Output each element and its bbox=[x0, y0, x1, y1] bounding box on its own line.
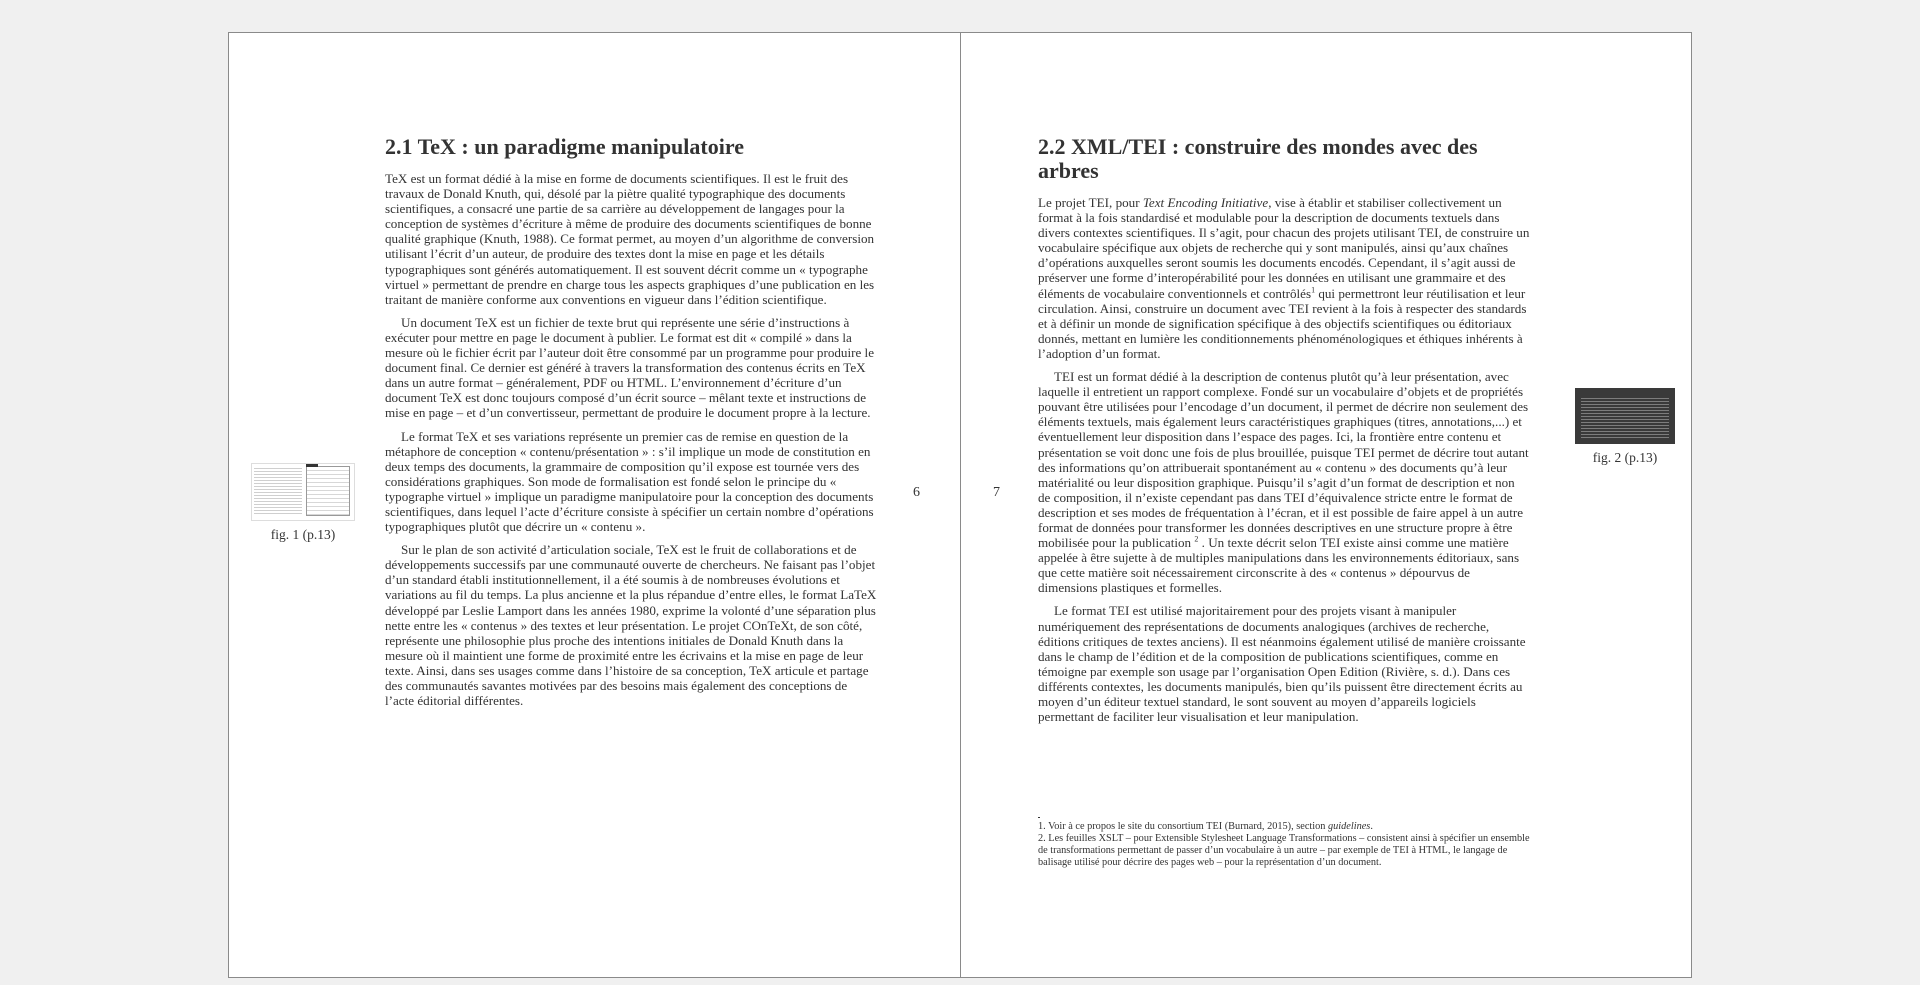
footnote-1: 1. Voir à ce propos le site du consortium TEI (Burnard, 2015), section guidelines. bbox=[1038, 821, 1373, 832]
footnote-ref-1[interactable]: 1 bbox=[1311, 285, 1316, 295]
figure-1-caption: fig. 1 (p.13) bbox=[270, 527, 336, 542]
paragraph: Le projet TEI, pour Text Encoding Initiative, vise à établir et stabiliser collectivement un format à la fois standardisé et modulable pour la description de documents textuels dans divers contextes scientifiques. Il s’agit, pour chacun des projets utilisant TEI, de construire un vocabulaire spécifique aux objets de recherche qui y sont manipulés, ainsi qu’aux chaînes d’opérations auxquelles seront soumis les documents encodés. Cependant, il s’agit aussi de préserver une forme d’interopérabilité pour les données en utilisant une grammaire et des éléments de vocabulaire conventionnels et contrôlés$^1$ qui permettront leur réutilisation et leur circulation. Ainsi, construire un document avec TEI revient à la fois à respecter des standards et à définir un monde de signification spécifique à des objectifs scientifiques ou éditoriaux donnés, mettant en lumière les conditionnements phénoménologiques et éthiques inhérents à l’adoption d’un format. bbox=[1038, 195, 1530, 361]
paragraph: Le format TeX et ses variations représente un premier cas de remise en question de la métaphore de conception « contenu/présentation » : s’il implique un mode de constitution en deux temps des documents, la grammaire de composition qu’il expose est tournée vers des considérations graphiques. Son mode de formalisation est fondé selon le principe du « typographe virtuel » implique un paradigme manipulatoire pour la conception des documents scientifiques, dans lequel l’acte d’écriture consiste à spécifier un certain nombre d’opérations typographiques plutôt que décrire un « contenu ». bbox=[385, 428, 874, 535]
figure-2-caption: fig. 2 (p.13) bbox=[1592, 450, 1658, 465]
left-text-column bbox=[385, 135, 877, 716]
page-number-left: 6 bbox=[913, 485, 920, 500]
footnote-rule bbox=[1038, 817, 1040, 818]
footnote-2: 2. Les feuilles XSLT – pour Extensible Stylesheet Language Transformations – consistent ainsi à spécifier un ensemble de transformations permettant de passer d’un vocabulaire à un autre – par exemple de TEI à HTML, le langage de balisage utilisé pour décrire des pages web – pour la représentation d’un document. bbox=[1038, 833, 1530, 868]
right-page bbox=[961, 33, 1691, 977]
left-page bbox=[229, 33, 960, 977]
section-heading-xml-tei: 2.2 XML/TEI : construire des mondes avec des arbres bbox=[1038, 134, 1478, 183]
figure-2-thumbnail[interactable] bbox=[1575, 388, 1675, 444]
footnote-ref-2[interactable]: 2 bbox=[1194, 534, 1199, 544]
figure-1-thumbnail[interactable] bbox=[251, 463, 355, 521]
figure-1[interactable] bbox=[243, 463, 363, 543]
paragraph: TeX est un format dédié à la mise en forme de documents scientifiques. Il est le fruit des travaux de Donald Knuth, qui, désolé par la piètre qualité typographique des documents scientifiques, a consacré une partie de sa carrière au développement de langages pour la conception de systèmes d’écriture à même de produire des documents scientifiques de bonne qualité graphique (Knuth, 1988). Ce format permet, au moyen d’un algorithme de conversion utilisant l’écrit d’un auteur, de produire des textes dont la mise en page et les détails typographiques sont générés automatiquement. Il est souvent décrit comme un « typographe virtuel » permettant de prendre en charge tous les aspects graphiques d’une publication en les traitant de manière conforme aux conventions en vigueur dans l’édition scientifique. bbox=[385, 171, 875, 307]
figure-2[interactable] bbox=[1565, 388, 1685, 466]
paragraph: TEI est un format dédié à la description de contenus plutôt qu’à leur présentation, avec laquelle il entretient un rapport complexe. Fondé sur un vocabulaire d’objets et de propriétés pouvant être utilisées pour l’encodage d’un document, il permet de décrire non seulement des éléments textuels, mais également leurs caractéristiques graphiques (titres, annotations,...) et éventuellement leur disposition dans l’espace des pages. Ici, la frontière entre contenu et présentation se voit donc une fois de plus brouillée, puisque TEI permet de décrire tout autant des informations qu’on attribuerait spontanément au « contenu » des documents qu’à leur matérialité ou leur disposition graphique. Puisqu’il s’agit d’un format de description et non de composition, il n’existe cependant pas dans TEI d’équivalence stricte entre le format de description et ses modes de fréquentation à l’écran, et il est possible de faire appel à un autre format de données pour transformer les données descriptives en une structure propre à être mobilisée pour la publication $^2$ . Un texte décrit selon TEI existe ainsi comme une matière appelée à être sujette à de multiples manipulations dans les environnements éditoriaux, sans que cette matière soit nécessairement circonscrite à des « contenus » dépourvus de dimensions plastiques et formelles. bbox=[1038, 369, 1529, 596]
paragraph: Le format TEI est utilisé majoritairement pour des projets visant à manipuler numériquement des représentations de documents analogiques (archives de recherche, éditions critiques de textes anciens). Il est néanmoins également utilisé de manière croissante dans le champ de l’édition et de la composition de publications scientifiques, comme en témoigne par exemple son usage par l’organisation Open Edition (Rivière, s. d.). Dans ces différents contextes, les documents manipulés, bien qu’ils puissent être directement écrits au moyen d’un éditeur textuel standard, le sont souvent au moyen d’appareils logiciels permettant de faciliter leur visualisation et leur manipulation. bbox=[1038, 603, 1526, 725]
paragraph: Un document TeX est un fichier de texte brut qui représente une série d’instructions à exécuter pour mettre en page le document à publier. Le format est dit « compilé » dans la mesure où le fichier écrit par l’auteur doit être consommé par un programme pour produire le document final. Ce dernier est généré à travers la transformation des contenus écrits en TeX dans un autre format – généralement, PDF ou HTML. L’environnement d’écriture d’un document TeX est donc toujours composé d’un écrit source – mêlant texte et instructions de mise en page – et d’un convertisseur, permettant de produire le document propre à la lecture. bbox=[385, 314, 875, 421]
section-heading-tex: 2.1 TeX : un paradigme manipulatoire bbox=[385, 134, 744, 159]
paragraph: Sur le plan de son activité d’articulation sociale, TeX est le fruit de collaborations et de développements successifs par une communauté ouverte de chercheurs. Ne faisant pas l’objet d’un standard établi institutionnellement, il a été soumis à de nombreuses évolutions et variations au fil du temps. La plus ancienne et la plus répandue d’entre elles, le format LaTeX développé par Leslie Lamport dans les années 1980, exprime la volonté d’une séparation plus nette entre les « contenus » des textes et leur présentation. Le projet COnTeXt, de son côté, représente une philosophie plus proche des intentions initiales de Donald Knuth dans la mesure où il maintient une forme de proximité entre les écrivains et la mise en page de leur texte. Ainsi, dans ses usages comme dans l’histoire de sa conception, TeX articule et partage des communautés savantes motivées par des besoins mais également des conceptions de l’acte éditorial différentes. bbox=[385, 542, 877, 709]
footnotes bbox=[1038, 817, 1538, 869]
book-spread bbox=[228, 32, 1692, 978]
page-number-right: 7 bbox=[993, 485, 1000, 500]
right-text-column bbox=[1038, 135, 1530, 732]
